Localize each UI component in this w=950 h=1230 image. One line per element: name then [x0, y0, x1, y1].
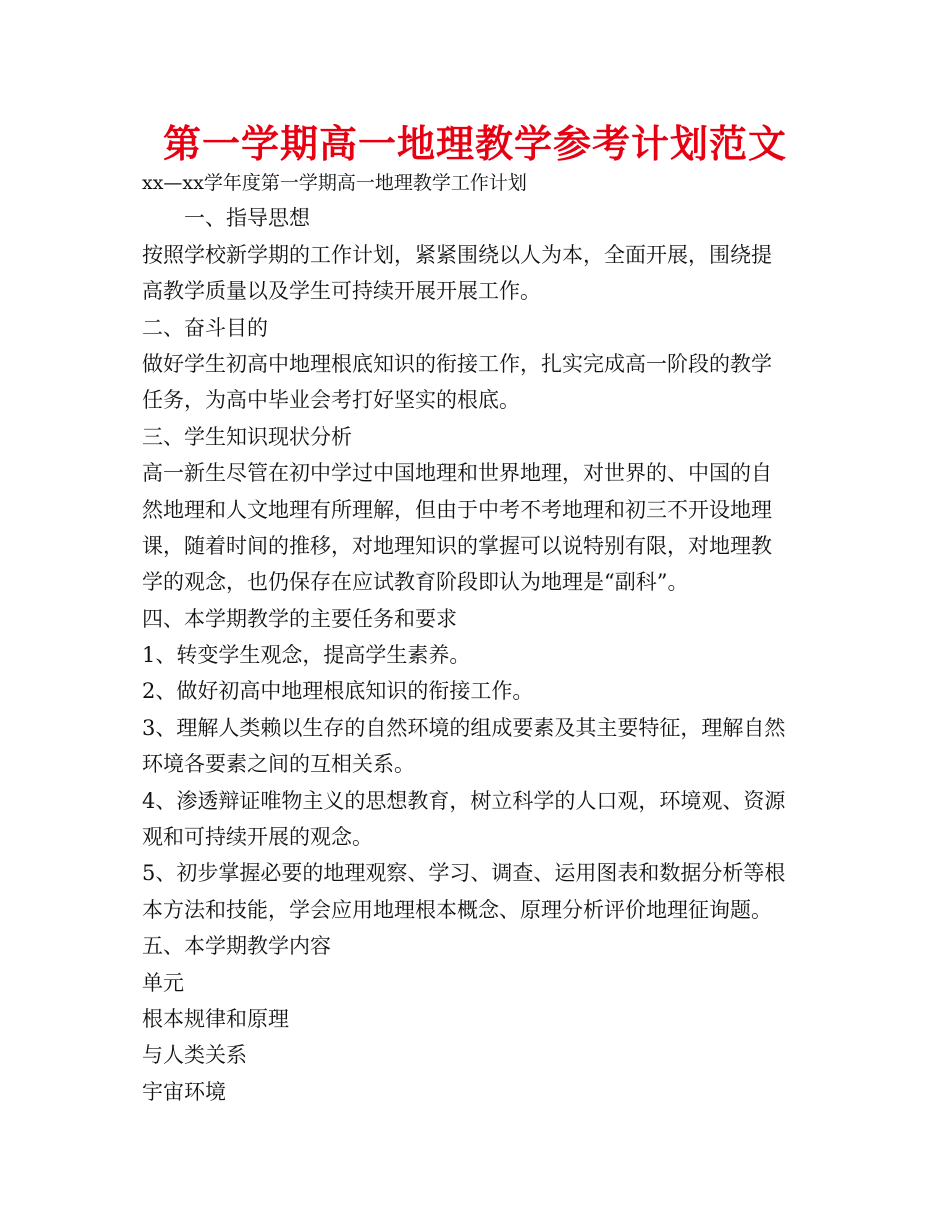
section-heading-goals: 二、奋斗目的 [142, 315, 268, 340]
document-subtitle: xx—xx学年度第一学期高一地理教学工作计划 [142, 172, 527, 194]
list-item-continuation: 本方法和技能，学会应用地理根本概念、原理分析评价地理征询题。 [142, 897, 772, 922]
list-item: 5、初步掌握必要的地理观察、学习、调查、运用图表和数据分析等根 [142, 861, 786, 886]
list-item: 3、理解人类赖以生存的自然环境的组成要素及其主要特征，理解自然 [142, 715, 786, 740]
paragraph-line: 做好学生初高中地理根底知识的衔接工作，扎实完成高一阶段的教学 [142, 351, 772, 376]
list-item: 2、做好初高中地理根底知识的衔接工作。 [142, 679, 534, 704]
list-item: 4、渗透辩证唯物主义的思想教育，树立科学的人口观，环境观、资源 [142, 788, 786, 813]
section-heading-student-analysis: 三、学生知识现状分析 [142, 424, 352, 449]
paragraph-line: 高教学质量以及学生可持续开展开展工作。 [142, 279, 541, 304]
section-heading-content: 五、本学期教学内容 [142, 934, 331, 959]
section-heading-tasks: 四、本学期教学的主要任务和要求 [142, 606, 457, 631]
document-title: 第一学期高一地理教学参考计划范文 [162, 122, 787, 166]
paragraph-line: 高一新生尽管在初中学过中国地理和世界地理，对世界的、中国的自 [142, 461, 772, 486]
content-item: 与人类关系 [142, 1043, 247, 1068]
content-item: 单元 [142, 970, 184, 995]
list-item-continuation: 环境各要素之间的互相关系。 [142, 752, 415, 777]
section-heading-guiding-ideology: 一、指导思想 [184, 206, 310, 231]
paragraph-line: 按照学校新学期的工作计划，紧紧围绕以人为本，全面开展，围绕提 [142, 242, 772, 267]
content-item: 根本规律和原理 [142, 1006, 289, 1031]
list-item-continuation: 观和可持续开展的观念。 [142, 825, 373, 850]
document-body [142, 168, 822, 1113]
paragraph-line: 课，随着时间的推移，对地理知识的掌握可以说特别有限，对地理教 [142, 533, 772, 558]
paragraph-line: 学的观念，也仍保存在应试教育阶段即认为地理是“副科”。 [142, 570, 689, 595]
paragraph-line: 任务，为高中毕业会考打好坚实的根底。 [142, 388, 520, 413]
content-item: 宇宙环境 [142, 1079, 226, 1104]
list-item: 1、转变学生观念，提高学生素养。 [142, 643, 471, 668]
paragraph-line: 然地理和人文地理有所理解，但由于中考不考地理和初三不开设地理 [142, 497, 772, 522]
